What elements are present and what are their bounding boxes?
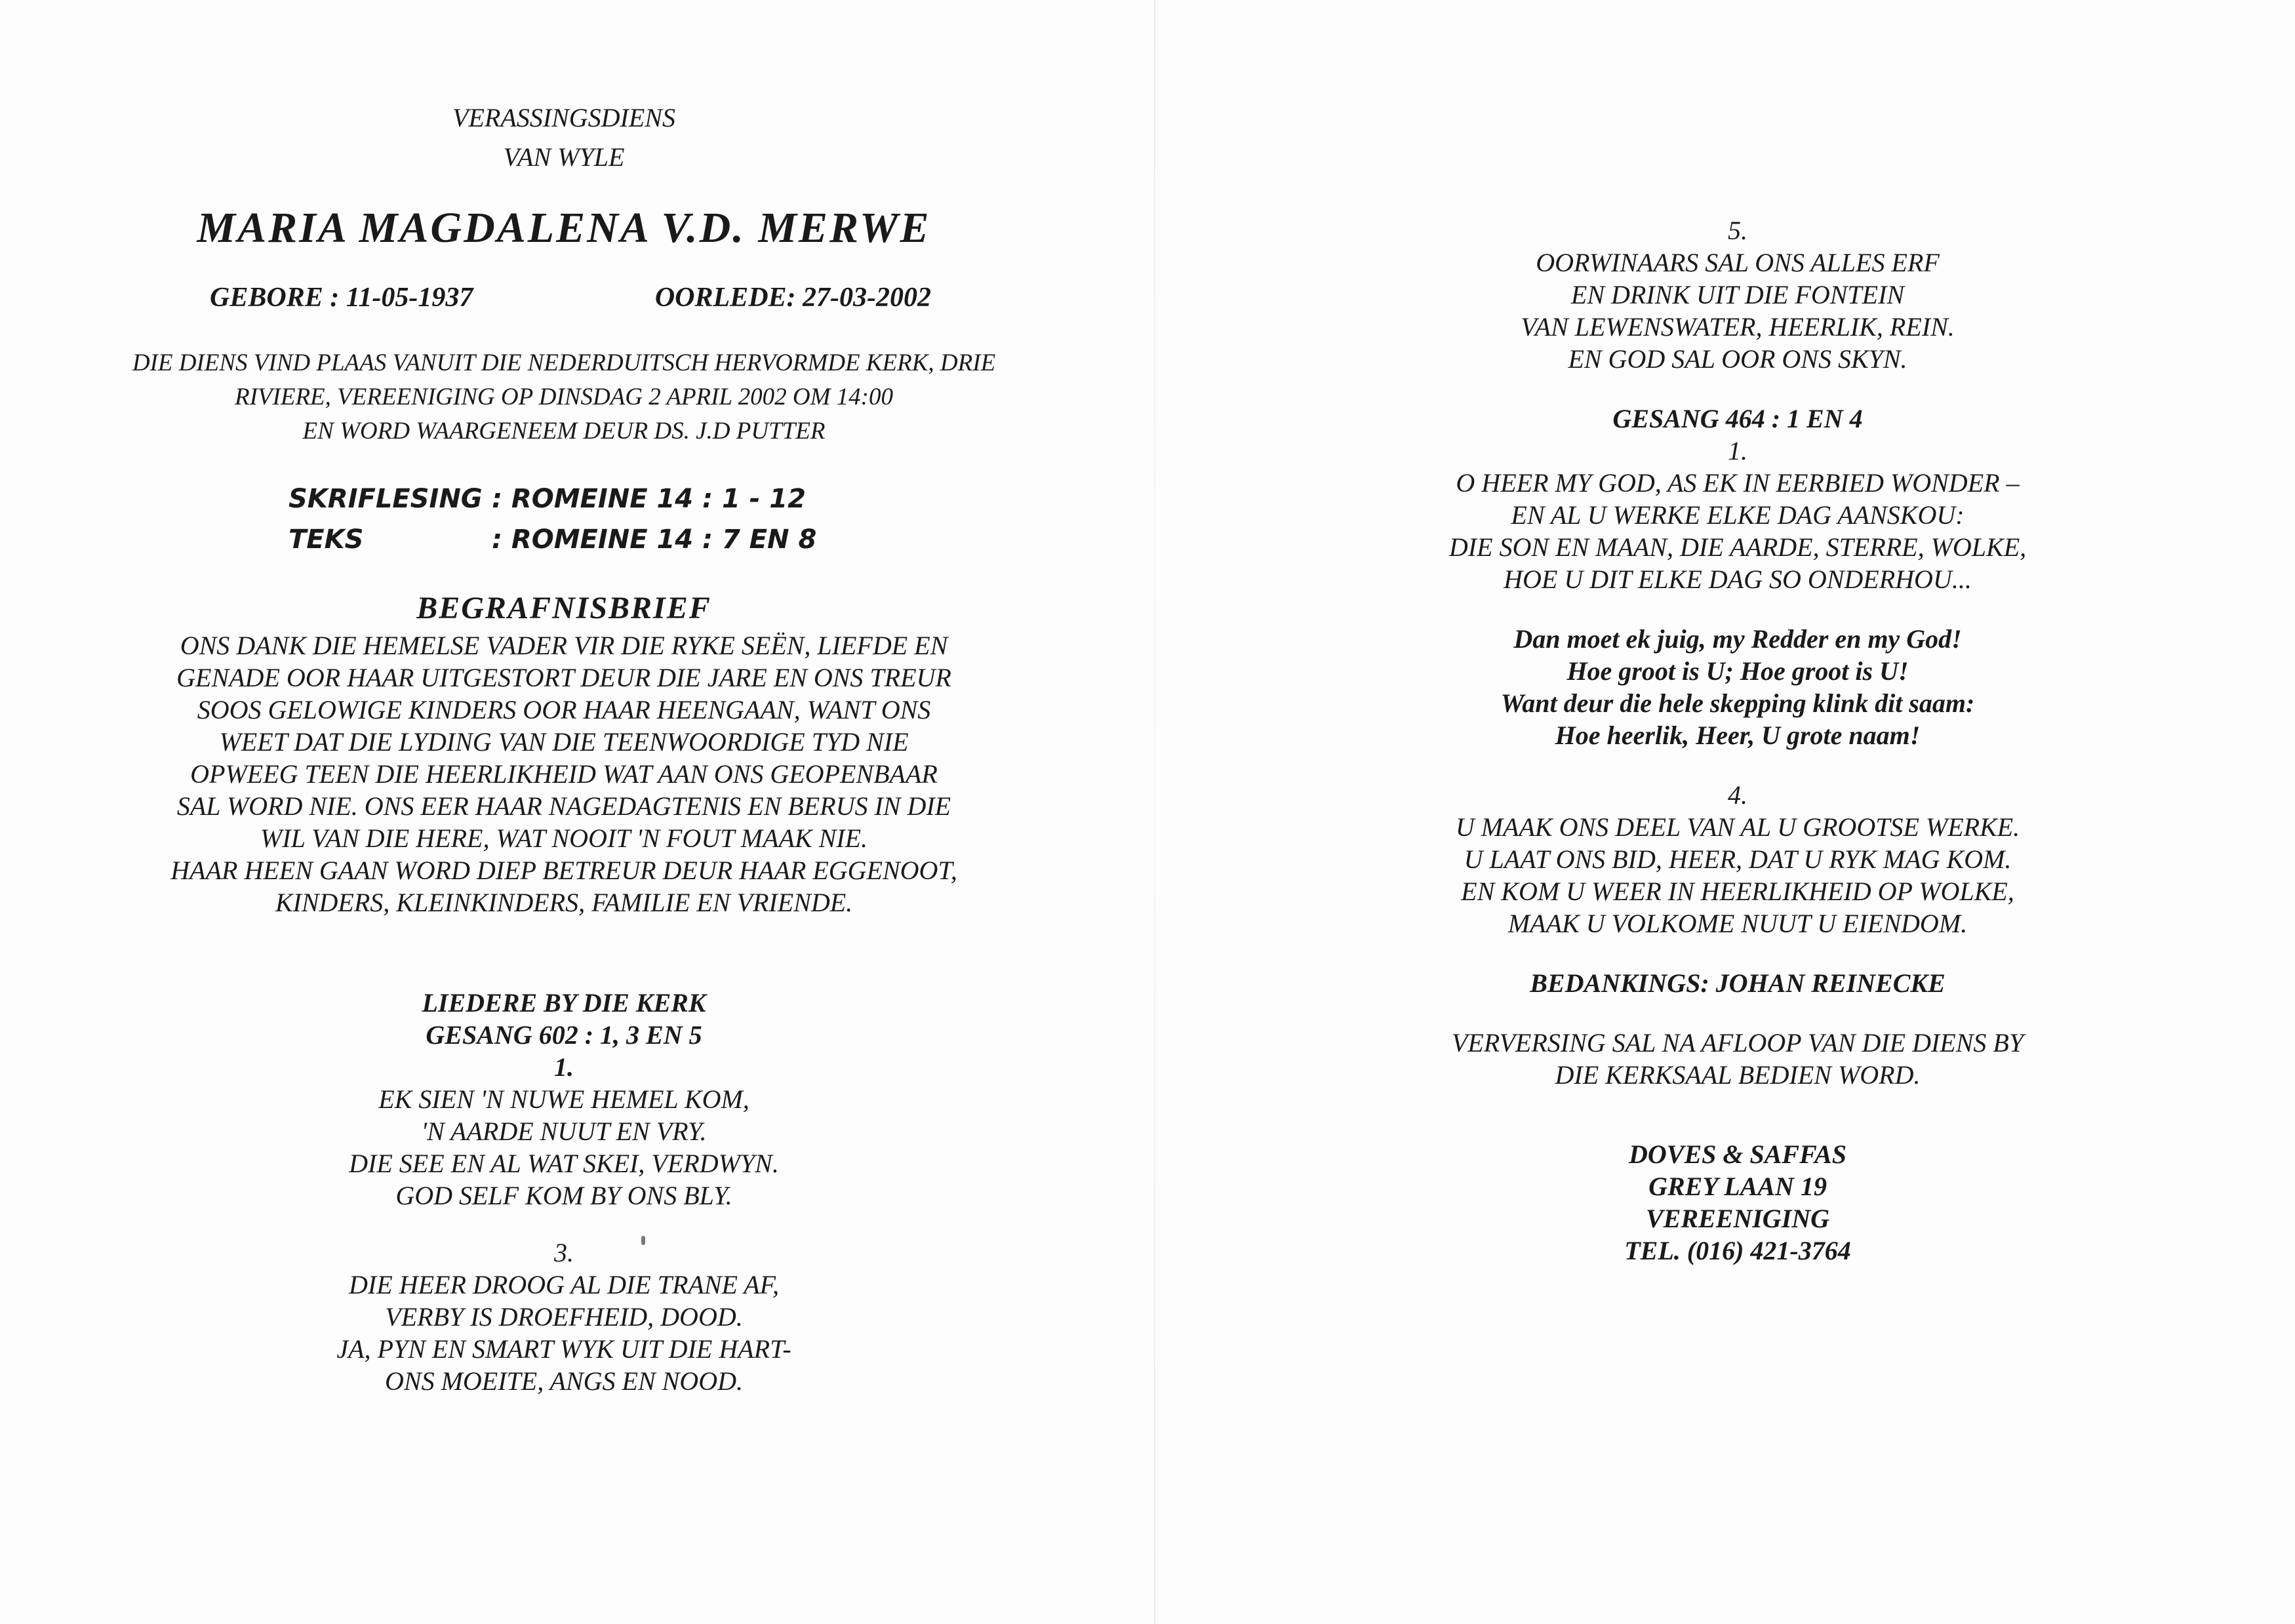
reading-label: TEKS [289, 525, 364, 555]
letter-line: SOOS GELOWIGE KINDERS OOR HAAR HEENGAAN, WANT ONS [197, 695, 931, 724]
verse-line: VERBY IS DROEFHEID, DOOD. [385, 1302, 743, 1332]
undertaker-name: DOVES & SAFFAS [1628, 1139, 1847, 1169]
undertaker-address: GREY LAAN 19 [1648, 1172, 1827, 1201]
letter-line: WIL VAN DIE HERE, WAT NOOIT 'N FOUT MAAK NIE. [260, 823, 868, 853]
verse-number: 1. [1728, 436, 1747, 465]
church-songs [85, 987, 1043, 1397]
verse-number: 1. [554, 1052, 574, 1082]
verse-line: VAN LEWENSWATER, HEERLIK, REIN. [1521, 312, 1955, 342]
verse-line: EN DRINK UIT DIE FONTEIN [1570, 280, 1905, 309]
service-header [85, 98, 1043, 177]
right-page-content [1272, 214, 2203, 1267]
service-line: RIVIERE, VEREENIGING OP DINSDAG 2 APRIL 2002 OM 14:00 [235, 384, 893, 410]
verse-line: DIE SON EN MAAN, DIE AARDE, STERRE, WOLKE, [1448, 532, 2027, 562]
service-line: EN WORD WAARGENEEM DEUR DS. J.D PUTTER [302, 418, 826, 445]
chorus-line: Hoe heerlik, Heer, U grote naam! [1555, 721, 1921, 750]
chorus-line: Want deur die hele skepping klink dit saam: [1500, 688, 1975, 718]
scripture-readings [289, 479, 879, 560]
verse-line: GOD SELF KOM BY ONS BLY. [395, 1181, 732, 1210]
verse-line: 'N AARDE NUUT EN VRY. [421, 1117, 707, 1146]
death-date: OORLEDE: 27-03-2002 [654, 283, 931, 313]
funeral-letter [85, 629, 1043, 919]
chorus-line: Hoe groot is U; Hoe groot is U! [1567, 656, 1909, 686]
letter-line: KINDERS, KLEINKINDERS, FAMILIE EN VRIENDE. [275, 888, 853, 917]
verse-line: DIE HEER DROOG AL DIE TRANE AF, [349, 1270, 779, 1299]
songs-heading: LIEDERE BY DIE KERK [422, 988, 706, 1018]
thanks-line: BEDANKINGS: JOHAN REINECKE [1530, 968, 1946, 998]
verse-line: HOE U DIT ELKE DAG SO ONDERHOU... [1504, 564, 1972, 594]
refreshments-line: VERVERSING SAL NA AFLOOP VAN DIE DIENS BY [1451, 1028, 2024, 1058]
undertaker-phone: TEL. (016) 421-3764 [1624, 1236, 1851, 1265]
page-fold [1154, 0, 1155, 1624]
letter-line: SAL WORD NIE. ONS EER HAAR NAGEDAGTENIS EN BERUS IN DIE [176, 791, 951, 821]
verse-line: MAAK U VOLKOME NUUT U EIENDOM. [1507, 909, 1968, 938]
verse-number: 3. [554, 1238, 574, 1267]
service-details [85, 346, 1043, 448]
hymn-heading: GESANG 464 : 1 EN 4 [1612, 404, 1863, 433]
letter-line: WEET DAT DIE LYDING VAN DIE TEENWOORDIGE TYD NIE [219, 727, 909, 757]
letter-line: ONS DANK DIE HEMELSE VADER VIR DIE RYKE SEËN, LIEFDE EN [180, 631, 948, 660]
deceased-name: MARIA MAGDALENA V.D. MERWE [197, 204, 931, 252]
hymn-heading: GESANG 602 : 1, 3 EN 5 [426, 1020, 702, 1050]
reading-row [289, 479, 879, 519]
right-page [1272, 0, 2203, 1624]
letter-line: OPWEEG TEEN DIE HEERLIKHEID WAT AAN ONS GEOPENBAAR [190, 759, 938, 789]
header-line: VAN WYLE [503, 142, 625, 172]
reading-value: : ROMEINE 14 : 1 - 12 [492, 484, 806, 514]
verse-line: EK SIEN 'N NUWE HEMEL KOM, [378, 1084, 749, 1114]
chorus-line: Dan moet ek juig, my Redder en my God! [1513, 624, 1962, 654]
verse-line: EN AL U WERKE ELKE DAG AANSKOU: [1511, 500, 1965, 530]
verse-number: 4. [1728, 780, 1747, 810]
header-line: VERASSINGSDIENS [452, 103, 675, 132]
verse-line: EN KOM U WEER IN HEERLIKHEID OP WOLKE, [1461, 877, 2014, 906]
verse-line: O HEER MY GOD, AS EK IN EERBIED WONDER – [1456, 468, 2020, 498]
left-page [85, 0, 1043, 1624]
verse-line: EN GOD SAL OOR ONS SKYN. [1568, 344, 1907, 374]
verse-line: DIE SEE EN AL WAT SKEI, VERDWYN. [349, 1149, 779, 1178]
service-line: DIE DIENS VIND PLAAS VANUIT DIE NEDERDUITSCH HERVORMDE KERK, DRIE [132, 349, 996, 376]
birth-date: GEBORE : 11-05-1937 [210, 283, 473, 313]
undertaker-city: VEREENIGING [1645, 1204, 1830, 1233]
letter-title: BEGRAFNISBRIEF [416, 591, 711, 625]
reading-row [289, 519, 879, 560]
verse-line: U LAAT ONS BID, HEER, DAT U RYK MAG KOM. [1464, 844, 2012, 874]
verse-line: ONS MOEITE, ANGS EN NOOD. [385, 1366, 743, 1396]
verse-line: JA, PYN EN SMART WYK UIT DIE HART- [336, 1334, 791, 1364]
verse-line: U MAAK ONS DEEL VAN AL U GROOTSE WERKE. [1455, 812, 2020, 842]
verse-number: 5. [1728, 216, 1747, 245]
reading-label: SKRIFLESING [289, 484, 483, 514]
reading-value: : ROMEINE 14 : 7 EN 8 [492, 525, 817, 555]
refreshments-line: DIE KERKSAAL BEDIEN WORD. [1555, 1060, 1921, 1090]
letter-line: HAAR HEEN GAAN WORD DIEP BETREUR DEUR HAAR EGGENOOT, [170, 856, 957, 885]
verse-line: OORWINAARS SAL ONS ALLES ERF [1536, 248, 1940, 277]
letter-line: GENADE OOR HAAR UITGESTORT DEUR DIE JARE EN ONS TREUR [176, 663, 951, 692]
